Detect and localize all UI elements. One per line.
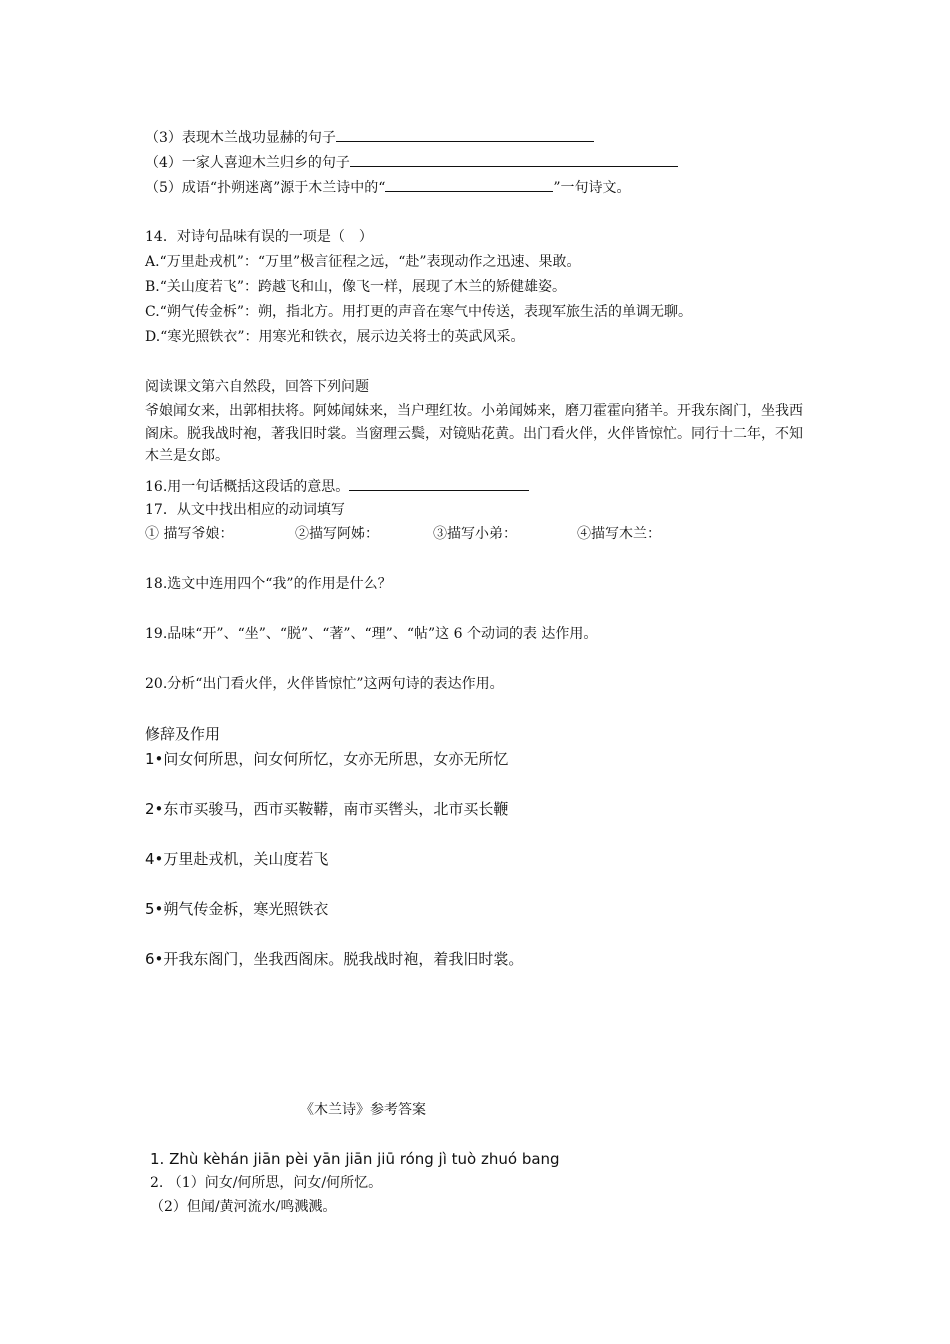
rhetoric-item-3: 4•万里赴戎机，关山度若飞 — [145, 850, 329, 868]
reading-passage: 爷娘闻女来，出郭相扶将。阿姊闻妹来，当户理红妆。小弟闻姊来，磨刀霍霍向猪羊。开我东阁门，坐我西阁床。脱我战时袍，著我旧时裳。当窗理云鬓，对镜贴花黄。出门看火伴，火伴皆惊忙。同行十二年，不知木兰是女郎。 — [145, 403, 803, 464]
q13-item-3 — [145, 127, 594, 148]
answer-blank — [350, 152, 678, 167]
q13-item-4-text: （4）一家人喜迎木兰归乡的句子 — [145, 155, 350, 171]
q13-item-5 — [145, 177, 631, 198]
q14-option-c: C.“朔气传金柝”：朔，指北方。用打更的声音在寒气中传送，表现军旅生活的单调无聊。 — [145, 304, 692, 320]
q17-option-2: ②描写阿姊： — [295, 526, 379, 542]
q13-item-5-text-after: ”一句诗文。 — [553, 180, 631, 196]
q16 — [145, 476, 529, 497]
rhetoric-item-5: 6•开我东阁门，坐我西阁床。脱我战时袍，着我旧时裳。 — [145, 950, 524, 968]
answers-title: 《木兰诗》参考答案 — [300, 1102, 426, 1118]
rhetoric-item-2: 2•东市买骏马，西市买鞍鞯，南市买辔头，北市买长鞭 — [145, 800, 509, 818]
answer-blank — [349, 476, 529, 491]
q20: 20.分析“出门看火伴，火伴皆惊忙”这两句诗的表达作用。 — [145, 676, 504, 692]
q17-option-4: ④描写木兰： — [577, 526, 661, 542]
rhetoric-title: 修辞及作用 — [145, 725, 221, 743]
answer-1: 1. Zhù kèhán jiān pèi yān jiān jiū róng jì tuò zhuó bang — [150, 1150, 560, 1168]
q14-option-d: D.“寒光照铁衣”：用寒光和铁衣，展示边关将士的英武风采。 — [145, 329, 525, 345]
q14-option-a: A.“万里赴戎机”：“万里”极言征程之远，“赴”表现动作之迅速、果敢。 — [145, 254, 581, 270]
answer-2-1: 2. （1）问女/何所思，问女/何所忆。 — [150, 1175, 383, 1191]
answer-2-2: （2）但闻/黄河流水/鸣溅溅。 — [150, 1199, 337, 1215]
q17-option-3: ③描写小弟： — [433, 526, 517, 542]
q17: 17．从文中找出相应的动词填写 — [145, 502, 345, 518]
q18: 18.选文中连用四个“我”的作用是什么？ — [145, 576, 392, 592]
answer-blank — [336, 127, 594, 142]
q16-text: 16.用一句话概括这段话的意思。 — [145, 479, 350, 495]
rhetoric-item-4: 5•朔气传金柝，寒光照铁衣 — [145, 900, 329, 918]
q17-option-1: ① 描写爷娘： — [145, 526, 234, 542]
q17-options — [145, 524, 661, 544]
q14-option-b: B.“关山度若飞”：跨越飞和山，像飞一样，展现了木兰的矫健雄姿。 — [145, 279, 567, 295]
rhetoric-item-1: 1•问女何所思，问女何所忆，女亦无所思，女亦无所忆 — [145, 750, 509, 768]
q13-item-4 — [145, 152, 678, 173]
q13-item-3-text: （3）表现木兰战功显赫的句子 — [145, 130, 336, 146]
q13-item-5-text-before: （5）成语“扑朔迷离”源于木兰诗中的“ — [145, 180, 386, 196]
q14-stem: 14．对诗句品味有误的一项是（ ） — [145, 229, 373, 245]
reading-intro: 阅读课文第六自然段，回答下列问题 — [145, 379, 369, 395]
answer-blank — [385, 177, 553, 192]
q19: 19.品味“开”、“坐”、“脱”、“著”、“理”、“帖”这 6 个动词的表 达作用。 — [145, 626, 598, 642]
